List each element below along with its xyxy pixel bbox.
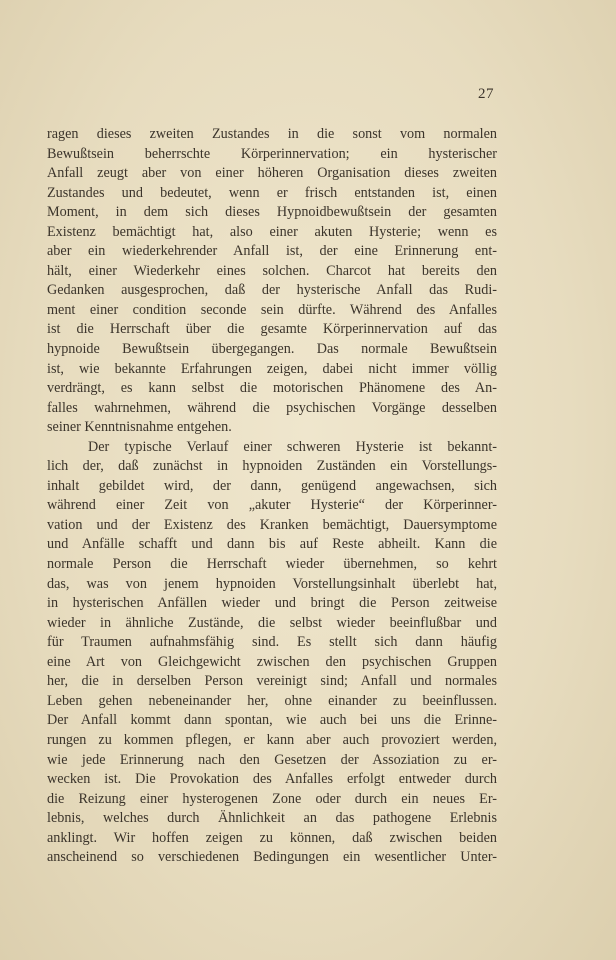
text-line: ragen dieses zweiten Zustandes in die sonst vom normalen <box>47 126 497 142</box>
text-line: und Anfälle schafft und dann bis auf Reste abheilt. Kann die <box>47 536 497 553</box>
text-line: falles wahrnehmen, während die psychischen Vorgänge desselben <box>47 399 497 416</box>
page-number: 27 <box>478 86 494 102</box>
text-line: normale Person die Herrschaft wieder übernehmen, so kehrt <box>47 556 497 573</box>
text-line: wie jede Erinnerung nach den Gesetzen der Assoziation zu er- <box>47 751 497 768</box>
text-line: ment einer condition seconde sein dürfte. Während des Anfalles <box>47 301 497 318</box>
text-line: Gedanken ausgesprochen, daß der hysterische Anfall das Rudi- <box>47 282 497 299</box>
text-line: für Traumen aufnahmsfähig sind. Es stellt sich dann häufig <box>47 634 497 651</box>
text-line: in hysterischen Anfällen wieder und bringt die Person zeitweise <box>47 595 497 612</box>
text-line: wieder in ähnliche Zustände, die selbst wieder beeinflußbar und <box>47 614 497 631</box>
text-line: rungen zu kommen pflegen, er kann aber auch provoziert werden, <box>47 731 497 748</box>
text-line: Leben gehen nebeneinander her, ohne einander zu beeinflussen. <box>47 692 497 709</box>
text-line: Moment, in dem sich dieses Hypnoidbewußtsein der gesamten <box>47 204 497 221</box>
text-line: anklingt. Wir hoffen zeigen zu können, daß zwischen beiden <box>47 829 497 846</box>
text-line: Zustandes und bedeutet, wenn er frisch entstanden ist, einen <box>47 184 497 201</box>
text-line: das, was von jenem hypnoiden Vorstellungsinhalt überlebt hat, <box>47 575 497 592</box>
text-line: inhalt gebildet wird, der dann, genügend angewachsen, sich <box>47 477 497 494</box>
text-line: anscheinend so verschiedenen Bedingungen ein wesentlicher Unter- <box>47 849 497 866</box>
body-text <box>47 125 497 868</box>
text-line: verdrängt, es kann selbst die motorischen Phänomene des An- <box>47 380 497 397</box>
text-line: hält, einer Wiederkehr eines solchen. Charcot hat bereits den <box>47 262 497 279</box>
text-line: wecken ist. Die Provokation des Anfalles erfolgt entweder durch <box>47 771 497 788</box>
text-line: lich der, daß zunächst in hypnoiden Zuständen ein Vorstellungs- <box>47 458 497 475</box>
text-line: ist die Herrschaft über die gesamte Körperinnervation auf das <box>47 321 497 338</box>
text-line: Existenz bemächtigt hat, also einer akuten Hysterie; wenn es <box>47 223 497 240</box>
text-line: Der Anfall kommt dann spontan, wie auch bei uns die Erinne- <box>47 712 497 729</box>
text-line: Bewußtsein beherrschte Körperinnervation; ein hysterischer <box>47 145 497 162</box>
text-line: eine Art von Gleichgewicht zwischen den psychischen Gruppen <box>47 653 497 670</box>
text-line: Anfall zeugt aber von einer höheren Organisation dieses zweiten <box>47 165 497 182</box>
text-line: aber ein wiederkehrender Anfall ist, der eine Erinnerung ent- <box>47 243 497 260</box>
text-line: hypnoide Bewußtsein übergegangen. Das normale Bewußtsein <box>47 341 497 358</box>
text-line: lebnis, welches durch Ähnlichkeit an das pathogene Erlebnis <box>47 810 497 827</box>
text-line: vation und der Existenz des Kranken bemächtigt, Dauersymptome <box>47 516 497 533</box>
text-line: ist, wie bekannte Erfahrungen zeigen, dabei nicht immer völlig <box>47 360 497 377</box>
text-line: her, die in derselben Person vereinigt sind; Anfall und normales <box>47 673 497 690</box>
text-line: die Reizung einer hysterogenen Zone oder durch ein neues Er- <box>47 790 497 807</box>
text-line: seiner Kenntnisnahme entgehen. <box>47 419 232 436</box>
text-line: Der typische Verlauf einer schweren Hysterie ist bekannt- <box>88 438 497 455</box>
text-line: während einer Zeit von „akuter Hysterie“ der Körperinner- <box>47 497 497 514</box>
